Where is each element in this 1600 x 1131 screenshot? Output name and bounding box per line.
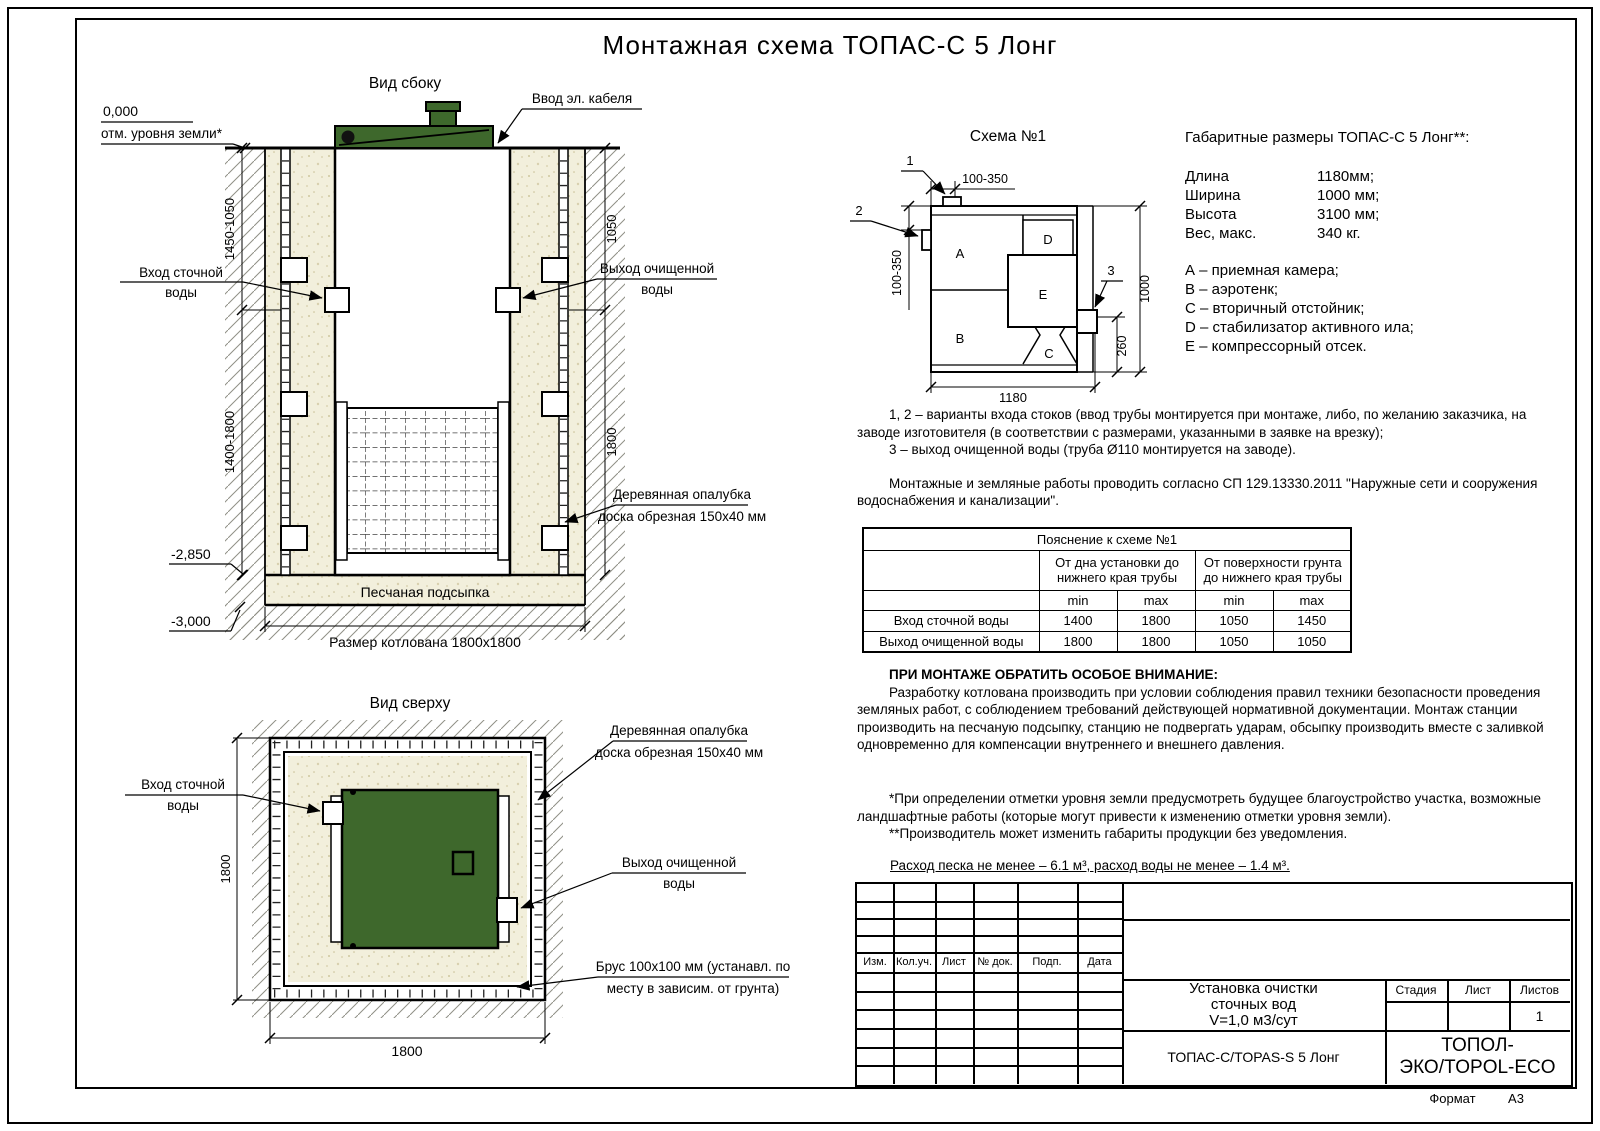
warning-block bbox=[857, 666, 1569, 754]
callout-1 bbox=[901, 153, 945, 194]
dim-left: 100-350 bbox=[890, 250, 904, 296]
table-group2: От поверхности грунта до нижнего края трубы bbox=[1195, 550, 1351, 590]
note-variants-2: 3 – выход очищенной воды (труба Ø110 монтируется на заводе). bbox=[889, 442, 1296, 457]
schema-1-drawing bbox=[845, 125, 1175, 415]
compartment-legend bbox=[1185, 261, 1570, 356]
tank-body bbox=[335, 148, 510, 575]
dim-outlet: 260 bbox=[1115, 335, 1129, 357]
rev-header: № док. bbox=[977, 956, 1013, 968]
svg-text:воды: воды bbox=[663, 876, 695, 891]
svg-text:воды: воды bbox=[167, 798, 199, 813]
spec-row: Длина 1180мм; bbox=[1185, 168, 1375, 185]
outlet-stub bbox=[497, 898, 517, 922]
note-variants-1: 1, 2 – варианты входа стоков (ввод трубы монтируется при монтаже, либо, по желанию заказчика, на заводе изготовителя (в соответствии с размерами, указанными в заявке на врезку); bbox=[857, 407, 1527, 440]
table-row: Выход очищенной воды 1800 1800 1050 1050 bbox=[863, 631, 1351, 652]
inlet-option-2 bbox=[922, 230, 931, 250]
table-corner bbox=[863, 550, 1039, 590]
schema-title: Схема №1 bbox=[969, 128, 1047, 145]
legend-item: Е – компрессорный отсек. bbox=[1185, 338, 1367, 355]
svg-text:1: 1 bbox=[906, 153, 914, 168]
col-min: min bbox=[1039, 590, 1117, 610]
svg-text:Вход сточной: Вход сточной bbox=[141, 777, 225, 792]
svg-text:Выход очищенной: Выход очищенной bbox=[621, 855, 737, 870]
dim-bottom: 1800 bbox=[391, 1043, 423, 1059]
company-name: ТОПОЛ-ЭКО/TOPOL-ECO bbox=[1399, 1035, 1556, 1078]
svg-text:0,000: 0,000 bbox=[103, 103, 139, 119]
callout-3 bbox=[1095, 263, 1123, 307]
notes-block bbox=[857, 406, 1563, 510]
svg-text:A: A bbox=[955, 246, 965, 261]
dim-left-lower: 1400-1800 bbox=[222, 410, 237, 474]
top-view-title: Вид сверху bbox=[369, 695, 451, 712]
spec-row: Вес, макс. 340 кг. bbox=[1185, 225, 1361, 242]
rev-header: Изм. bbox=[863, 956, 887, 968]
footnote-2: **Производитель может изменить габариты продукции без уведомления. bbox=[889, 826, 1348, 841]
col-max: max bbox=[1117, 590, 1195, 610]
svg-text:-3,000: -3,000 bbox=[171, 613, 211, 629]
svg-text:E: E bbox=[1038, 287, 1048, 302]
sand-bed-label: Песчаная подсыпка bbox=[360, 584, 490, 600]
inlet-stub bbox=[323, 802, 343, 824]
svg-text:месту в зависим. от грунта): месту в зависим. от грунта) bbox=[606, 981, 780, 996]
dim-side: 1800 bbox=[218, 854, 233, 884]
side-view-drawing bbox=[85, 70, 830, 690]
table-row: Вход сточной воды 1400 1800 1050 1450 bbox=[863, 610, 1351, 631]
svg-text:B: B bbox=[955, 331, 965, 346]
doc-title: Установка очистки сточных вод V=1,0 м3/сут bbox=[1189, 979, 1318, 1029]
explanation-table bbox=[862, 527, 1352, 653]
page-title: Монтажная схема ТОПАС-С 5 Лонг bbox=[602, 30, 1058, 60]
warning-title: ПРИ МОНТАЖЕ ОБРАТИТЬ ОСОБОЕ ВНИМАНИЕ: bbox=[889, 667, 1219, 682]
col-min: min bbox=[1195, 590, 1273, 610]
rev-header: Кол.уч. bbox=[895, 956, 933, 968]
svg-text:воды: воды bbox=[165, 285, 197, 300]
specs-title: Габаритные размеры ТОПАС-С 5 Лонг**: bbox=[1185, 129, 1470, 146]
title-block bbox=[855, 882, 1573, 1087]
svg-text:3: 3 bbox=[1107, 263, 1115, 278]
table-group1: От дна установки до нижнего края трубы bbox=[1039, 550, 1195, 590]
stage-header: Стадия bbox=[1395, 983, 1437, 997]
note-works: Монтажные и земляные работы проводить согласно СП 129.13330.2011 "Наружные сети и сооружения водоснабжения и канализации". bbox=[857, 475, 1538, 508]
svg-text:Деревянная опалубка: Деревянная опалубка bbox=[612, 487, 752, 502]
consumption-note: Расход песка не менее – 6.1 м³, расход воды не менее – 1.4 м³. bbox=[890, 858, 1290, 873]
dim-right: 1000 bbox=[1138, 275, 1152, 303]
col-max: max bbox=[1273, 590, 1351, 610]
dim-bottom: 1180 bbox=[999, 390, 1027, 405]
top-view-drawing bbox=[85, 690, 830, 1070]
dim-top: 100-350 bbox=[962, 172, 1008, 186]
model-name: ТОПАС-С/TOPAS-S 5 Лонг bbox=[1167, 1049, 1340, 1065]
footnotes-block bbox=[857, 790, 1569, 843]
sheets-value: 1 bbox=[1535, 1007, 1544, 1024]
rev-header: Лист bbox=[942, 956, 966, 968]
svg-text:отм. уровня земли*: отм. уровня земли* bbox=[101, 126, 222, 141]
svg-text:Деревянная опалубка: Деревянная опалубка bbox=[609, 723, 749, 738]
rev-header: Подп. bbox=[1032, 956, 1062, 968]
footnote-1: *При определении отметки уровня земли предусмотреть будущее благоустройство участка, возможные ландшафтные работы (которые могут привести к изменению отметки уровня земли). bbox=[857, 791, 1542, 824]
inlet-option-1 bbox=[943, 197, 961, 206]
svg-text:2: 2 bbox=[855, 203, 863, 218]
legend-item: D – стабилизатор активного ила; bbox=[1185, 319, 1414, 336]
formwork-label bbox=[538, 723, 763, 800]
cable-entry-label bbox=[498, 91, 642, 143]
table-title: Пояснение к схеме №1 bbox=[863, 528, 1351, 550]
dim-right-lower: 1800 bbox=[604, 427, 619, 457]
zero-level-mark bbox=[101, 103, 250, 153]
format-value: А3 bbox=[1508, 1091, 1524, 1106]
format-label: Формат bbox=[1429, 1091, 1476, 1106]
outlet-3 bbox=[1077, 310, 1097, 333]
warning-body: Разработку котлована производить при условии соблюдения правил техники безопасности проведения земляных работ, с соблюдением требований действующей нормативной документации. Монтаж станции производить на песчаную подсыпку, станцию не подвергать ударам, обсыпку производить вместе с заливкой одновременно для компенсации внутреннего и внешнего давления. bbox=[857, 684, 1544, 752]
sheets-header: Листов bbox=[1520, 983, 1559, 997]
specs-block bbox=[1185, 128, 1570, 356]
svg-text:D: D bbox=[1043, 232, 1053, 247]
svg-text:доска обрезная 150х40 мм: доска обрезная 150х40 мм bbox=[597, 509, 767, 524]
svg-text:Вход сточной: Вход сточной bbox=[139, 265, 223, 280]
dim-right-upper: 1050 bbox=[604, 214, 619, 244]
spec-row: Ширина 1000 мм; bbox=[1185, 187, 1380, 204]
rev-header: Дата bbox=[1087, 956, 1112, 968]
side-view-title: Вид сбоку bbox=[368, 75, 442, 92]
svg-text:-2,850: -2,850 bbox=[171, 546, 211, 562]
svg-text:Выход очищенной: Выход очищенной bbox=[599, 261, 715, 276]
legend-item: С – вторичный отстойник; bbox=[1185, 300, 1365, 317]
tank-top bbox=[323, 789, 517, 949]
svg-text:воды: воды bbox=[641, 282, 673, 297]
svg-text:Ввод эл. кабеля: Ввод эл. кабеля bbox=[531, 91, 633, 106]
svg-text:C: C bbox=[1044, 346, 1054, 361]
sheet-header: Лист bbox=[1464, 983, 1492, 997]
svg-text:доска обрезная 150х40 мм: доска обрезная 150х40 мм bbox=[594, 745, 764, 760]
spec-row: Высота 3100 мм; bbox=[1185, 206, 1380, 223]
dim-left-upper: 1450-1050 bbox=[222, 197, 237, 261]
svg-text:Брус 100х100 мм (устанавл. по: Брус 100х100 мм (устанавл. по bbox=[595, 959, 791, 974]
pit-size-label: Размер котлована 1800х1800 bbox=[329, 634, 521, 650]
legend-item: А – приемная камера; bbox=[1185, 262, 1339, 279]
tank-lid bbox=[335, 102, 493, 148]
legend-item: В – аэротенк; bbox=[1185, 281, 1279, 298]
